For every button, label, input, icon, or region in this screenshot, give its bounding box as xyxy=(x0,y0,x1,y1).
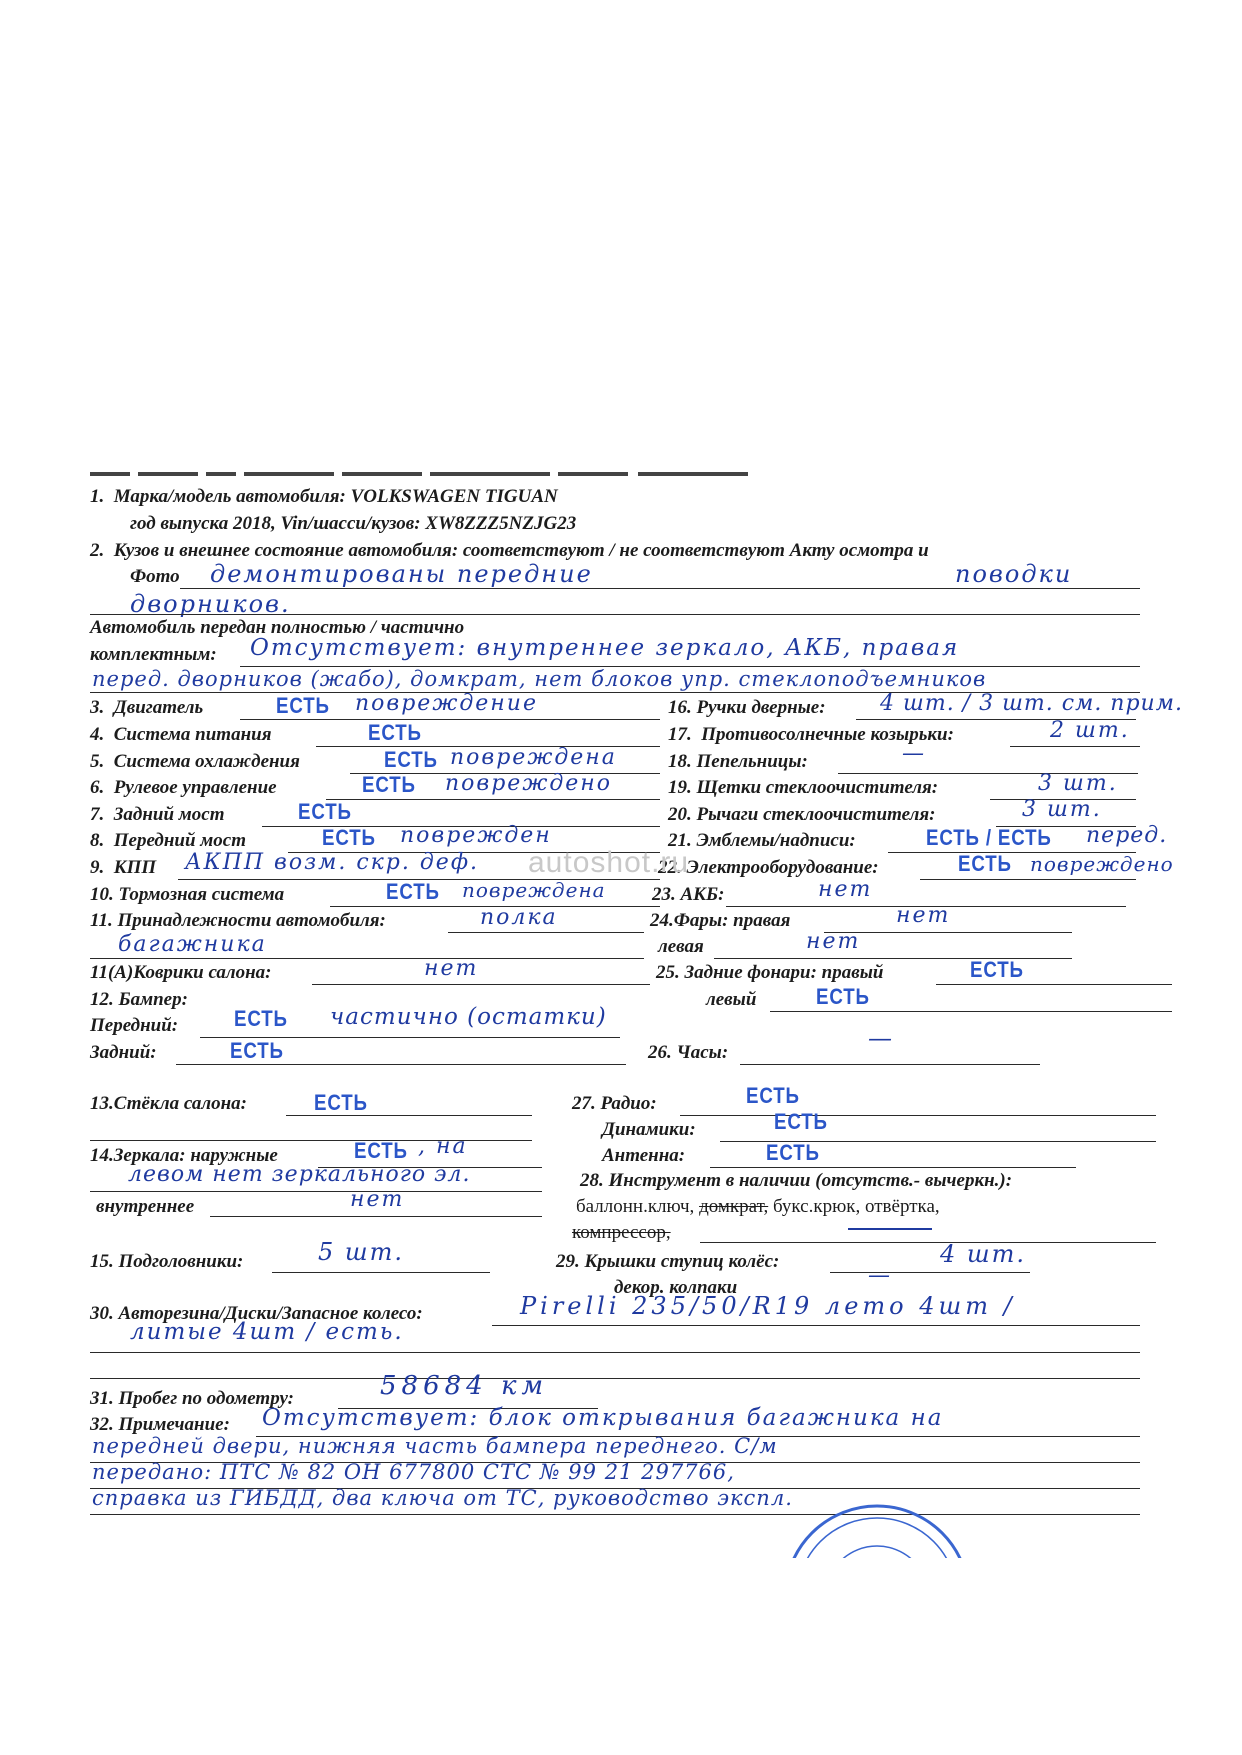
hw-ashtrays: — xyxy=(902,741,926,766)
seal-stamp-icon xyxy=(782,1488,972,1558)
item-mirrors: 14.Зеркала: наружные xyxy=(90,1145,278,1166)
tool-wheel-wrench: баллонн.ключ, xyxy=(576,1196,695,1217)
tool-compressor-crossed: компрессор, xyxy=(572,1222,671,1243)
body-condition-handwriting: демонтированы передние xyxy=(210,560,593,588)
item-mileage: 31. Пробег по одометру: xyxy=(90,1388,294,1409)
stamp-mirrors: ЕСТЬ xyxy=(354,1138,408,1163)
body-condition-handwriting-3: дворников. xyxy=(130,590,291,618)
hw-headrests: 5 шт. xyxy=(318,1238,405,1266)
rear-light-left-label: левый xyxy=(706,989,757,1010)
item-cooling: 5. Система охлаждения xyxy=(90,751,300,772)
item-tyres: 30. Авторезина/Диски/Запасное колесо: xyxy=(90,1303,423,1324)
antenna-label: Антенна: xyxy=(602,1145,686,1166)
body-condition-label: 2. Кузов и внешнее состояние автомобиля: соответствуют / не соответствуют Акту осмотра и xyxy=(90,540,929,561)
item-emblems: 21. Эмблемы/надписи: xyxy=(668,830,856,851)
stamp-cabin-glass: ЕСТЬ xyxy=(314,1090,368,1115)
item-clock: 26. Часы: xyxy=(648,1042,729,1063)
photo-label: Фото xyxy=(130,566,180,587)
speakers-label: Динамики: xyxy=(602,1119,696,1140)
tool-jack-crossed: домкрат, xyxy=(699,1196,769,1217)
missing-items-handwriting: Отсутствует: внутреннее зеркало, АКБ, правая xyxy=(250,635,960,661)
item-ashtrays: 18. Пепельницы: xyxy=(668,751,808,772)
hw-accessories: полка xyxy=(480,905,558,930)
hw-mirrors-2: левом нет зеркального эл. xyxy=(128,1162,471,1187)
hw-sun-visors: 2 шт. xyxy=(1050,718,1130,743)
missing-items-handwriting-2: перед. дворников (жабо), домкрат, нет блоков упр. стеклоподъемников xyxy=(92,667,987,691)
stamp-engine: ЕСТЬ xyxy=(276,693,330,718)
vehicle-year-vin: год выпуска 2018, Vin/шасси/кузов: XW8ZZZ5NZJG23 xyxy=(130,513,577,534)
hw-wiper-blades: 3 шт. xyxy=(1038,771,1118,796)
item-door-handles: 16. Ручки дверные: xyxy=(668,697,826,718)
vehicle-make-model: 1. Марка/модель автомобиля: VOLKSWAGEN TIGUAN xyxy=(90,486,558,507)
hw-wiper-arms: 3 шт. xyxy=(1022,797,1102,822)
body-condition-handwriting-2: поводки xyxy=(955,560,1073,588)
item-wiper-arms: 20. Рычаги стеклоочистителя: xyxy=(668,804,936,825)
hw-steering: повреждено xyxy=(445,771,613,796)
hw-cooling: повреждена xyxy=(450,745,617,770)
hw-headlight-left: нет xyxy=(806,929,861,954)
bumper-front-label: Передний: xyxy=(90,1015,179,1036)
tool-tow-hook: букс.крюк, отвёртка, xyxy=(772,1196,940,1217)
stamp-electrical: ЕСТЬ xyxy=(958,851,1012,876)
hw-brakes: повреждена xyxy=(462,878,606,902)
watermark: autoshot.ru xyxy=(528,846,690,879)
stamp-cooling: ЕСТЬ xyxy=(384,747,438,772)
stamp-bumper-front: ЕСТЬ xyxy=(234,1006,288,1031)
hw-inner-mirror: нет xyxy=(350,1187,405,1212)
hw-notes-4: справка из ГИБДД, два ключа от ТС, руководство экспл. xyxy=(92,1486,793,1510)
item-electrical: 22. Электрооборудование: xyxy=(658,857,879,878)
hw-gearbox: АКПП возм. скр. деф. xyxy=(185,850,480,875)
hw-notes-3: передано: ПТС № 82 ОН 677800 СТС № 99 21 297766, xyxy=(92,1460,735,1484)
bumper-rear-label: Задний: xyxy=(90,1042,157,1063)
item-rear-lights: 25. Задние фонари: правый xyxy=(656,962,884,983)
item-battery: 23. АКБ: xyxy=(652,884,725,905)
hw-mirrors: , на xyxy=(418,1134,468,1159)
hw-notes-1: Отсутствует: блок открывания багажника на xyxy=(262,1405,944,1431)
hw-battery: нет xyxy=(818,877,873,902)
stamp-rear-axle: ЕСТЬ xyxy=(298,799,352,824)
stamp-emblems: ЕСТЬ / ЕСТЬ xyxy=(926,825,1052,850)
hw-accessories-2: багажника xyxy=(118,932,267,957)
stamp-radio: ЕСТЬ xyxy=(746,1083,800,1108)
completeness-label: Автомобиль передан полностью / частично xyxy=(90,617,465,638)
item-brakes: 10. Тормозная система xyxy=(90,884,285,905)
item-steering: 6. Рулевое управление xyxy=(90,777,277,798)
stamp-antenna: ЕСТЬ xyxy=(766,1140,820,1165)
hw-tyres: Pirelli 235/50/R19 лето 4шт / xyxy=(520,1292,1016,1320)
stamp-brakes: ЕСТЬ xyxy=(386,879,440,904)
item-hubcaps: 29. Крышки ступиц колёс: xyxy=(556,1251,780,1272)
item-headlights: 24.Фары: правая xyxy=(650,910,791,931)
stamp-steering: ЕСТЬ xyxy=(362,772,416,797)
stamp-rear-light-right: ЕСТЬ xyxy=(970,957,1024,982)
stamp-bumper-rear: ЕСТЬ xyxy=(230,1038,284,1063)
hw-hubcaps: 4 шт. xyxy=(940,1240,1027,1268)
cropped-header-fragment xyxy=(90,470,950,478)
hw-electrical: повреждено xyxy=(1030,852,1174,876)
item-radio: 27. Радио: xyxy=(572,1093,657,1114)
item-wiper-blades: 19. Щетки стеклоочистителя: xyxy=(668,777,939,798)
item-rear-axle: 7. Задний мост xyxy=(90,804,225,825)
hw-clock: — xyxy=(868,1024,894,1052)
headlight-left-label: левая xyxy=(658,936,704,957)
item-sun-visors: 17. Противосолнечные козырьки: xyxy=(668,724,954,745)
hw-front-axle: поврежден xyxy=(400,823,552,848)
stamp-fuel-system: ЕСТЬ xyxy=(368,720,422,745)
hw-mats: нет xyxy=(424,956,479,981)
item-notes: 32. Примечание: xyxy=(90,1414,230,1435)
item-bumper: 12. Бампер: xyxy=(90,989,188,1010)
item-cabin-glass: 13.Стёкла салона: xyxy=(90,1093,247,1114)
hw-bumper-front: частично (остатки) xyxy=(330,1004,607,1030)
stamp-speakers: ЕСТЬ xyxy=(774,1109,828,1134)
item-engine: 3. Двигатель xyxy=(90,697,204,718)
hw-door-handles: 4 шт. / 3 шт. см. прим. xyxy=(880,691,1183,716)
stamp-rear-light-left: ЕСТЬ xyxy=(816,984,870,1009)
stamp-front-axle: ЕСТЬ xyxy=(322,825,376,850)
hw-engine: повреждение xyxy=(355,691,538,716)
item-accessories: 11. Принадлежности автомобиля: xyxy=(90,910,386,931)
hw-tyres-2: литые 4шт / есть. xyxy=(130,1319,404,1345)
hw-decor-caps: — xyxy=(868,1263,892,1288)
tools-list xyxy=(576,1196,940,1218)
item-tools: 28. Инструмент в наличии (отсутств.- вычеркн.): xyxy=(580,1170,1013,1191)
hw-notes-2: передней двери, нижняя часть бампера переднего. С/м xyxy=(92,1434,778,1458)
inner-mirror-label: внутреннее xyxy=(96,1196,195,1217)
hw-headlight-right: нет xyxy=(896,903,951,928)
hw-emblems: перед. xyxy=(1086,823,1168,848)
item-gearbox: 9. КПП xyxy=(90,857,157,878)
item-front-axle: 8. Передний мост xyxy=(90,830,247,851)
item-mats: 11(А)Коврики салона: xyxy=(90,962,272,983)
item-headrests: 15. Подголовники: xyxy=(90,1251,244,1272)
item-fuel-system: 4. Система питания xyxy=(90,724,272,745)
hw-mileage: 58684 км xyxy=(380,1371,549,1401)
completeness-label-2: комплектным: xyxy=(90,644,217,665)
decor-caps-label: декор. колпаки xyxy=(614,1277,738,1298)
